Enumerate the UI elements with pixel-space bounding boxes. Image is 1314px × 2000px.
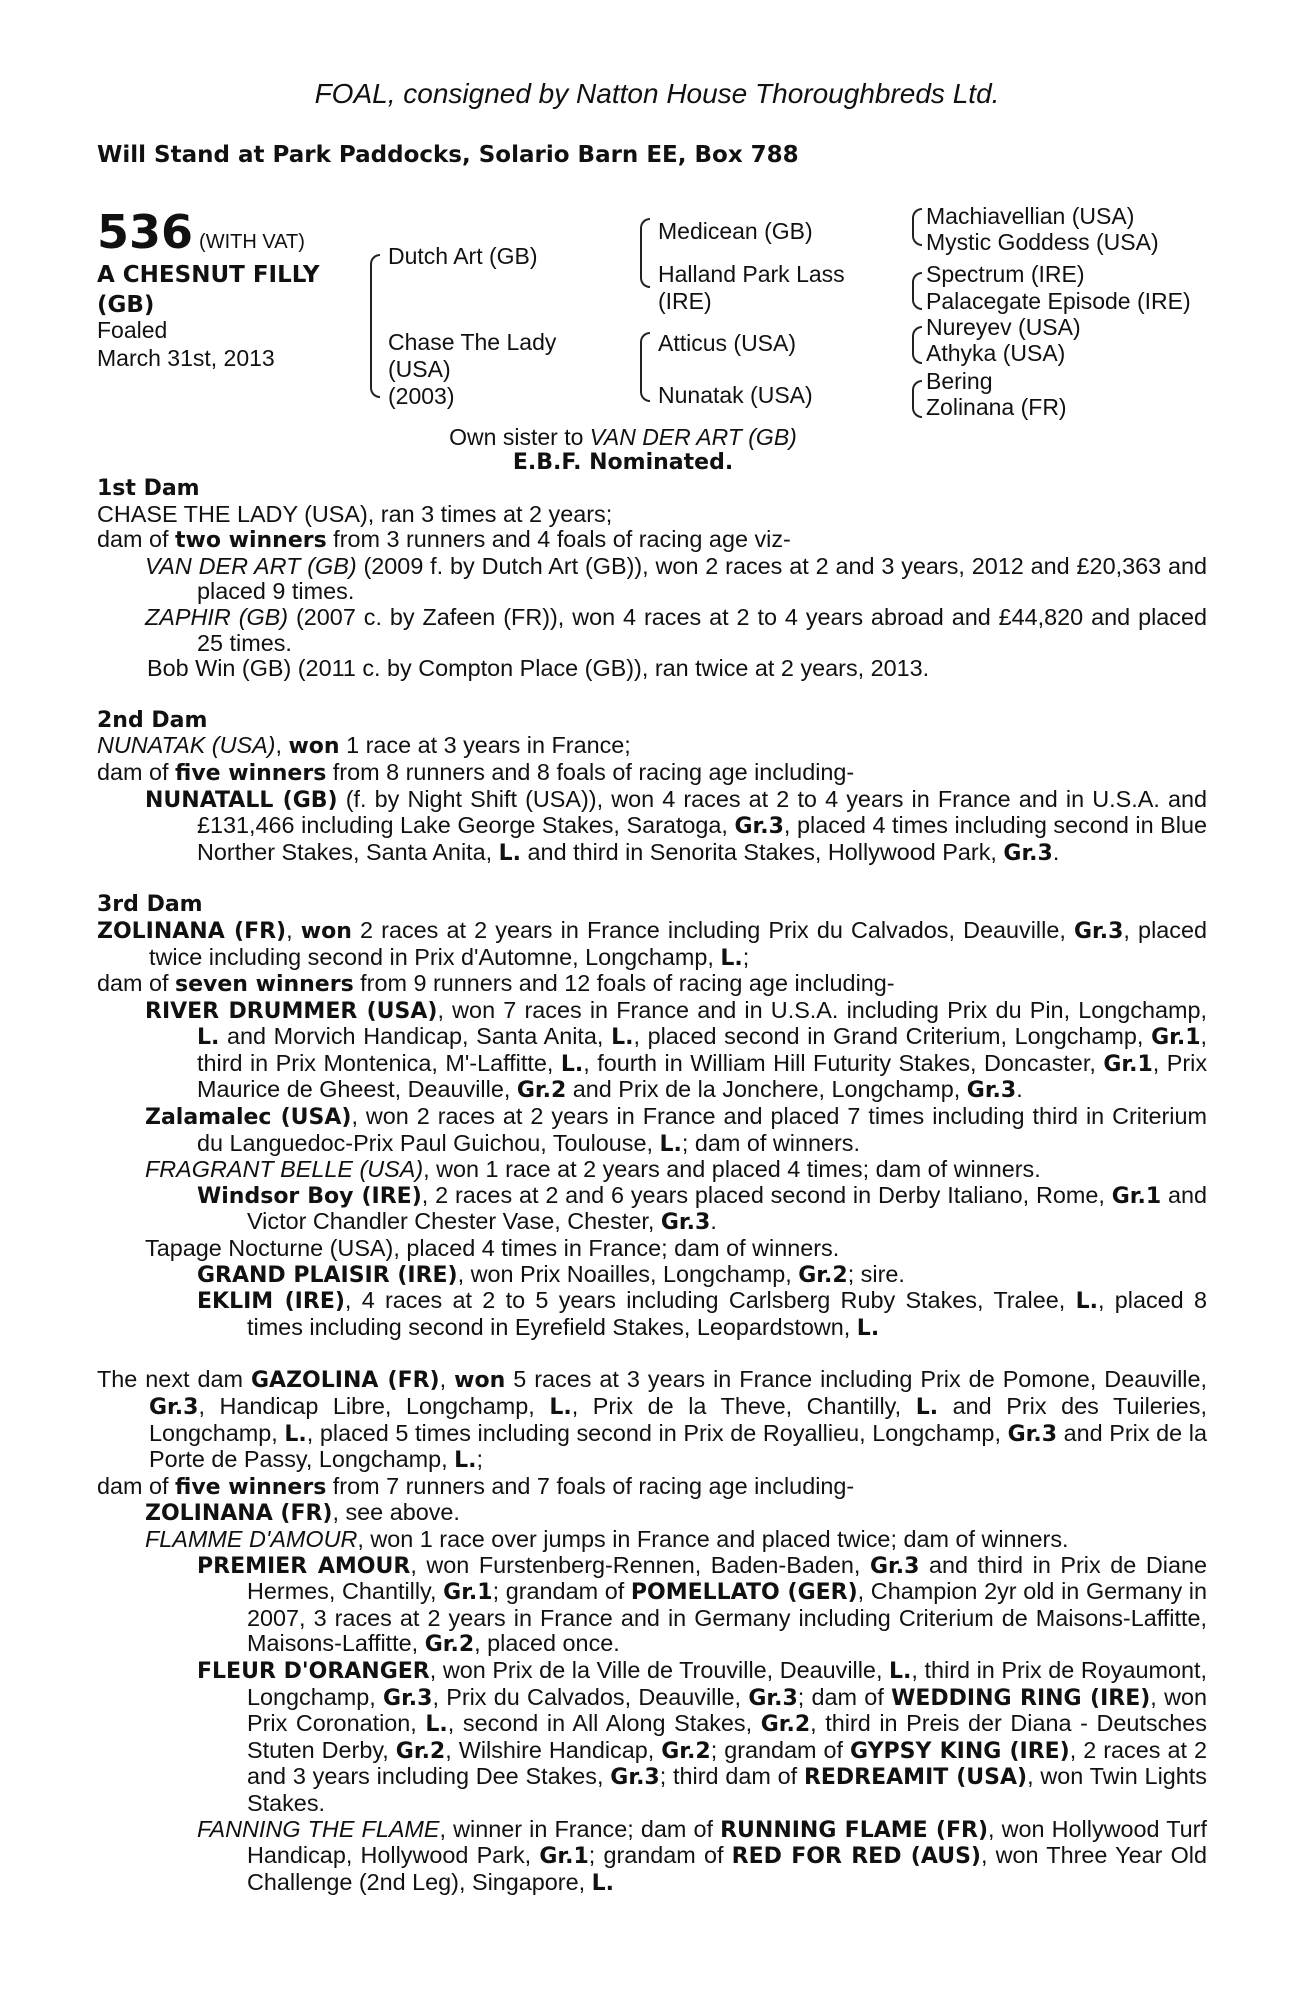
ped-sss: Machiavellian (USA): [926, 203, 1135, 229]
sister-note: Own sister to VAN DER ART (GB): [449, 424, 797, 450]
brace: [912, 380, 922, 418]
second-dam-heading: 2nd Dam: [97, 707, 208, 733]
brace: [912, 326, 922, 364]
ped-ddd: Zolinana (FR): [926, 394, 1067, 420]
ped-dss: Nureyev (USA): [926, 314, 1081, 340]
ped-sdd: Palacegate Episode (IRE): [926, 288, 1191, 314]
lot-description: A CHESNUT FILLY (GB): [97, 262, 320, 318]
lot-heading: [97, 205, 305, 259]
dam-dam: Nunatak (USA): [658, 382, 813, 408]
dam-sire: Atticus (USA): [658, 330, 797, 356]
sire-dam: Halland Park Lass (IRE): [658, 261, 845, 314]
brace: [370, 254, 380, 398]
brace: [912, 272, 922, 310]
sire: Dutch Art (GB): [388, 243, 538, 269]
first-dam-heading: 1st Dam: [97, 476, 200, 501]
sire-sire: Medicean (GB): [658, 218, 813, 244]
third-dam-heading: 3rd Dam: [97, 892, 203, 918]
consignor-line: FOAL, consigned by Natton House Thoroughbreds Ltd.: [314, 78, 1000, 109]
brace: [640, 332, 650, 402]
vat-label: (WITH VAT): [199, 231, 305, 253]
ped-dsd: Athyka (USA): [926, 340, 1066, 366]
lot-number: 536: [97, 205, 194, 259]
ped-dds: Bering: [926, 368, 993, 394]
foaled-date: Foaled March 31st, 2013: [97, 317, 275, 371]
dam: Chase The Lady (USA) (2003): [388, 329, 557, 409]
ped-ssd: Mystic Goddess (USA): [926, 229, 1159, 255]
brace: [640, 218, 650, 288]
stand-location: Will Stand at Park Paddocks, Solario Barn EE, Box 788: [97, 142, 799, 168]
ebf-note: E.B.F. Nominated.: [512, 450, 734, 475]
ped-sds: Spectrum (IRE): [926, 261, 1085, 287]
pedigree-notes: 1st Dam CHASE THE LADY (USA), ran 3 times at 2 years; dam of two winners from 3 runners and 4 foals of racing age viz- VAN DER ART (GB) (2009 f. by Dutch Art (GB)), won 2 races at 2 and 3 years, 2012 and £20,363 and placed 9 times. ZAPHIR (GB) (2007 c. by Zafeen (FR)), won 4 races at 2 to 4 years abroad and £44,820 and placed 25 times. Bob Win (GB) (2011 c. by Compton Place (GB)), ran twice at 2 years, 2013. 2nd Dam NUNATAK (USA), won 1 race at 3 years in France; dam of five winners from 8 runners and 8 foals of racing age including- NUNATALL (GB) (f. by Night Shift (USA)), won 4 races at 2 to 4 years in France and in U.S.A. and £131,466 including Lake George Stakes, Saratoga, Gr.3, placed 4 times including second in Blue Norther Stakes, Santa Anita, L. and third in Senorita Stakes, Hollywood Park, Gr.3. 3rd Dam ZOLINANA (FR), won 2 races at 2 years in France including Prix du Calvados, Deauville, Gr.3, placed twice including second in Prix d'Automne, Longchamp, L.; dam of seven winners from 9 runners and 12 foals of racing age including- RIVER DRUMMER (USA), won 7 races in France and in U.S.A. including Prix du Pin, Longchamp, L. and Morvich Handicap, Santa Anita, L., placed second in Grand Criterium, Longchamp, Gr.1, third in Prix Montenica, M'-Laffitte, L., fourth in William Hill Futurity Stakes, Doncaster, Gr.1, Prix Maurice de Gheest, Deauville, Gr.2 and Prix de la Jonchere, Longchamp, Gr.3. Zalamalec (USA), won 2 races at 2 years in France and placed 7 times including third in Criterium du Languedoc-Prix Paul Guichou, Toulouse, L.; dam of winners. FRAGRANT BELLE (USA), won 1 race at 2 years and placed 4 times; dam of winners. Windsor Boy (IRE), 2 races at 2 and 6 years placed second in Derby Italiano, Rome, Gr.1 and Victor Chandler Chester Vase, Chester, Gr.3. Tapage Nocturne (USA), placed 4 times in France; dam of winners. GRAND PLAISIR (IRE), won Prix Noailles, Longchamp, Gr.2; sire. EKLIM (IRE), 4 races at 2 to 5 years including Carlsberg Ruby Stakes, Tralee, L., placed 8 times including second in Eyrefield Stakes, Leopardstown, L. The next dam GAZOLINA (FR), won 5 races at 3 years in France including Prix de Pomone, Deauville, Gr.3, Handicap Libre, Longchamp, L., Prix de la Theve, Chantilly, L. and Prix des Tuileries, Longchamp, L., placed 5 times including second in Prix de Royallieu, Longchamp, Gr.3 and Prix de la Porte de Passy, Longchamp, L.; dam of five winners from 7 runners and 7 foals of racing age including- ZOLINANA (FR), see above. FLAMME D'AMOUR, won 1 race over jumps in France and placed twice; dam of winners. PREMIER AMOUR, won Furstenberg-Rennen, Baden-Baden, Gr.3 and third in Prix de Diane Hermes, Chantilly, Gr.1; grandam of POMELLATO (GER), Champion 2yr old in Germany in 2007, 3 races at 2 years in France and in Germany including Criterium de Maisons-Laffitte, Maisons-Laffitte, Gr.2, placed once. FLEUR D'ORANGER, won Prix de la Ville de Trouville, Deauville, L., third in Prix de Royaumont, Longchamp, Gr.3, Prix du Calvados, Deauville, Gr.3; dam of WEDDING RING (IRE), won Prix Coronation, L., second in All Along Stakes, Gr.2, third in Preis der Diana - Deutsches Stuten Derby, Gr.2, Wilshire Handicap, Gr.2; grandam of GYPSY KING (IRE), 2 races at 2 and 3 years including Dee Stakes, Gr.3; third dam of REDREAMIT (USA), won Twin Lights Stakes. FANNING THE FLAME, winner in France; dam of RUNNING FLAME (FR), won Hollywood Turf Handicap, Hollywood Park, Gr.1; grandam of RED FOR RED (AUS), won Three Year Old Challenge (2nd Leg), Singapore, L.: [97, 476, 1208, 1896]
brace: [912, 208, 922, 246]
